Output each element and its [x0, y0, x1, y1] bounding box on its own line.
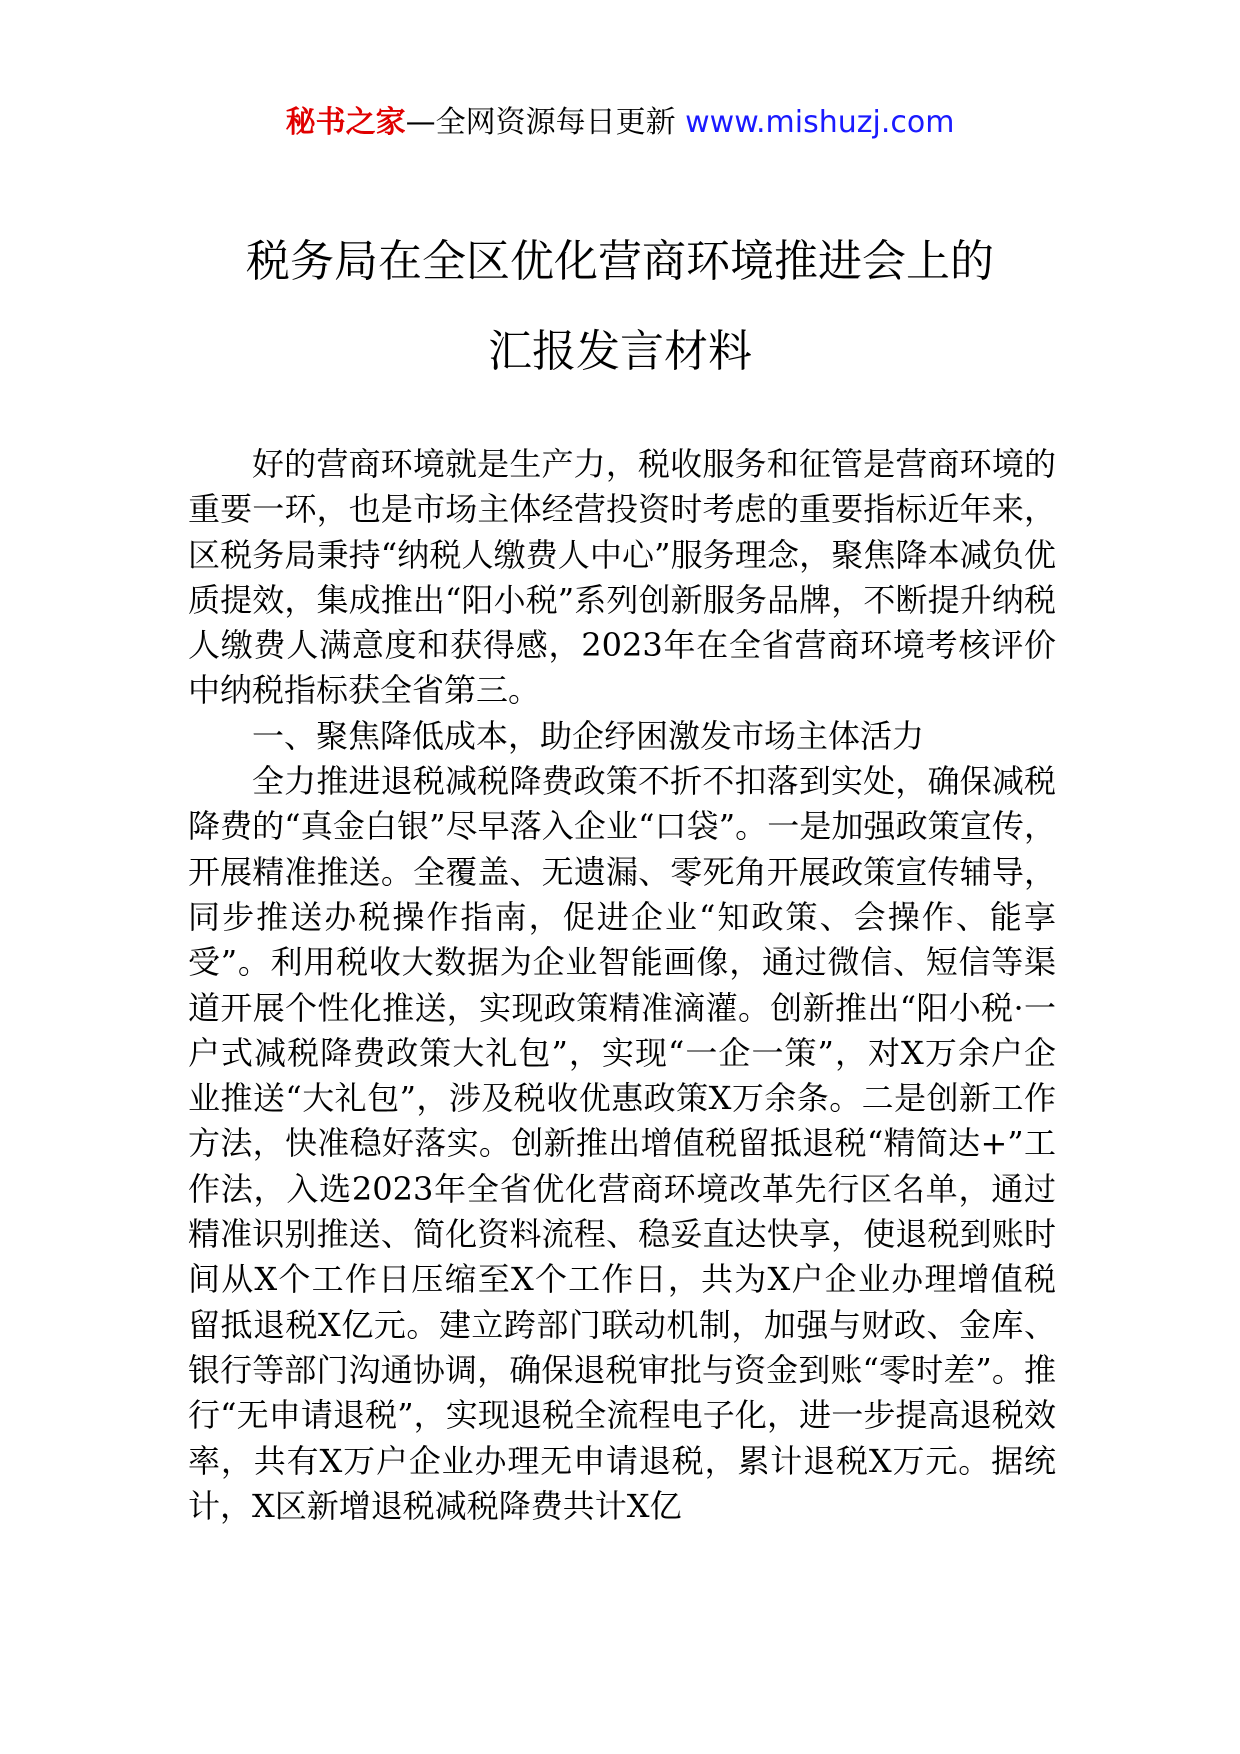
brand-name: 秘书之家 — [285, 105, 406, 140]
paragraph-section-1: 全力推进退税减税降费政策不折不扣落到实处，确保减税降费的“真金白银”尽早落入企业“口袋”。一是加强政策宣传，开展精准推送。全覆盖、无遗漏、零死角开展政策宣传辅导，同步推送办税操作指南，促进企业“知政策、会操作、能享受”。利用税收大数据为企业智能画像，通过微信、短信等渠道开展个性化推送，实现政策精准滴灌。创新推出“阳小税·一户式减税降费政策大礼包”，实现“一企一策”，对X万余户企业推送“大礼包”，涉及税收优惠政策X万余条。二是创新工作方法，快准稳好落实。创新推出增值税留抵退税“精简达+”工作法，入选2023年全省优化营商环境改革先行区名单，通过精准识别推送、简化资料流程、稳妥直达快享，使退税到账时间从X个工作日压缩至X个工作日，共为X户企业办理增值税留抵退税X亿元。建立跨部门联动机制，加强与财政、金库、银行等部门沟通协调，确保退税审批与资金到账“零时差”。推行“无申请退税”，实现退税全流程电子化，进一步提高退税效率，共有X万户企业办理无申请退税，累计退税X万元。据统计，X区新增退税减税降费共计X亿 — [188, 762, 1056, 1525]
document-body — [188, 442, 1056, 1529]
header-slogan: —全网资源每日更新 — [405, 105, 676, 140]
paragraph-intro: 好的营商环境就是生产力，税收服务和征管是营商环境的重要一环，也是市场主体经营投资时考虑的重要指标近年来，区税务局秉持“纳税人缴费人中心”服务理念，聚焦降本减负优质提效，集成推出“阳小税”系列创新服务品牌，不断提升纳税人缴费人满意度和获得感，2023年在全省营商环境考核评价中纳税指标获全省第三。 — [188, 445, 1056, 710]
site-header — [0, 98, 1240, 148]
section-heading-1: 一、聚焦降低成本，助企纾困激发市场主体活力 — [252, 716, 925, 755]
document-title-line-1: 税务局在全区优化营商环境推进会上的 — [246, 236, 994, 287]
site-url-link[interactable]: www.mishuzj.com — [685, 105, 955, 140]
document-title-line-2: 汇报发言材料 — [488, 326, 752, 377]
